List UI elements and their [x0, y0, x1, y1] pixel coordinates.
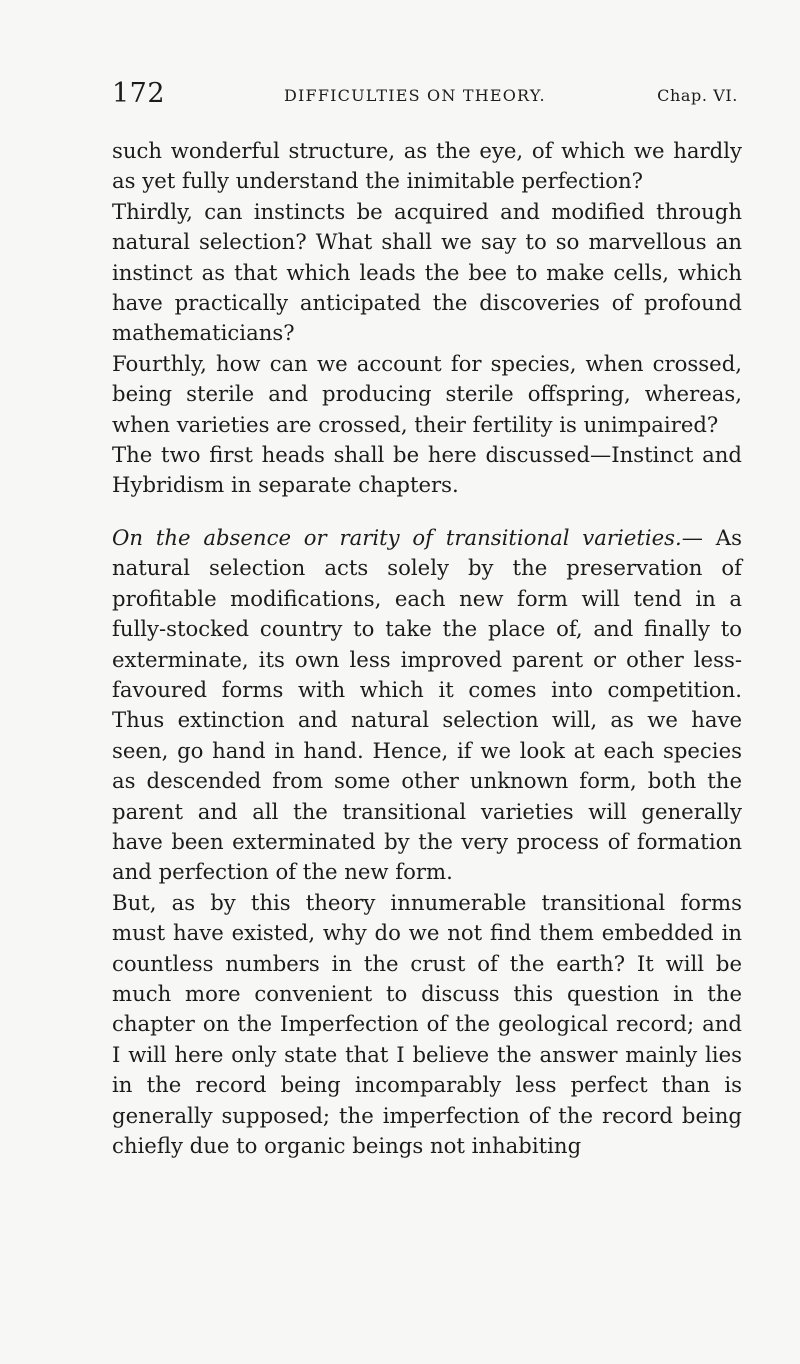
paragraph-fourthly: Fourthly, how can we account for species, when crossed, being sterile and producing sterile offspring, whereas, when varieties are crossed, their fertility is unimpaired? [112, 350, 742, 437]
chapter-reference: Chap. VI. [657, 86, 738, 105]
running-head [112, 78, 738, 110]
section-gap [112, 501, 742, 523]
running-title: DIFFICULTIES ON THEORY. [284, 86, 546, 105]
paragraph-transitional-forms: But, as by this theory innumerable transitional forms must have existed, why do we not find them embedded in countless numbers in the crust of the earth? It will be much more convenient to discuss this question in the chapter on the Imperfection of the geological record; and I will here only state that I believe the answer mainly lies in the record being incomparably less perfect than is generally supposed; the imperfection of the record being chiefly due to organic beings not inhabiting [112, 889, 742, 1158]
paragraph-continuation: such wonderful structure, as the eye, of which we hardly as yet fully understand the inimitable perfection? [112, 138, 742, 194]
section-paragraph-text: As natural selection acts solely by the preservation of profitable modifications, each new form will tend in a fully-stocked country to take the place of, and finally to exterminate, its own less improved parent or other less-favoured forms with which it comes into competition. Thus extinction and natural selection will, as we have seen, go hand in hand. Hence, if we look at each species as descended from some other unknown form, both the parent and all the transitional varieties will generally have been exterminated by the very process of formation and perfection of the new form. [112, 524, 742, 885]
section-paragraph [112, 523, 742, 888]
section-title: On the absence or rarity of transitional varieties.— [112, 524, 703, 550]
page-body [112, 136, 742, 1161]
paragraph-thirdly: Thirdly, can instincts be acquired and modified through natural selection? What shall we say to so marvellous an instinct as that which leads the bee to make cells, which have practically anticipated the discoveries of profound mathematicians? [112, 198, 742, 346]
paragraph-two-first-heads: The two first heads shall be here discussed—Instinct and Hybridism in separate chapters. [112, 442, 742, 498]
page-number: 172 [112, 78, 166, 109]
